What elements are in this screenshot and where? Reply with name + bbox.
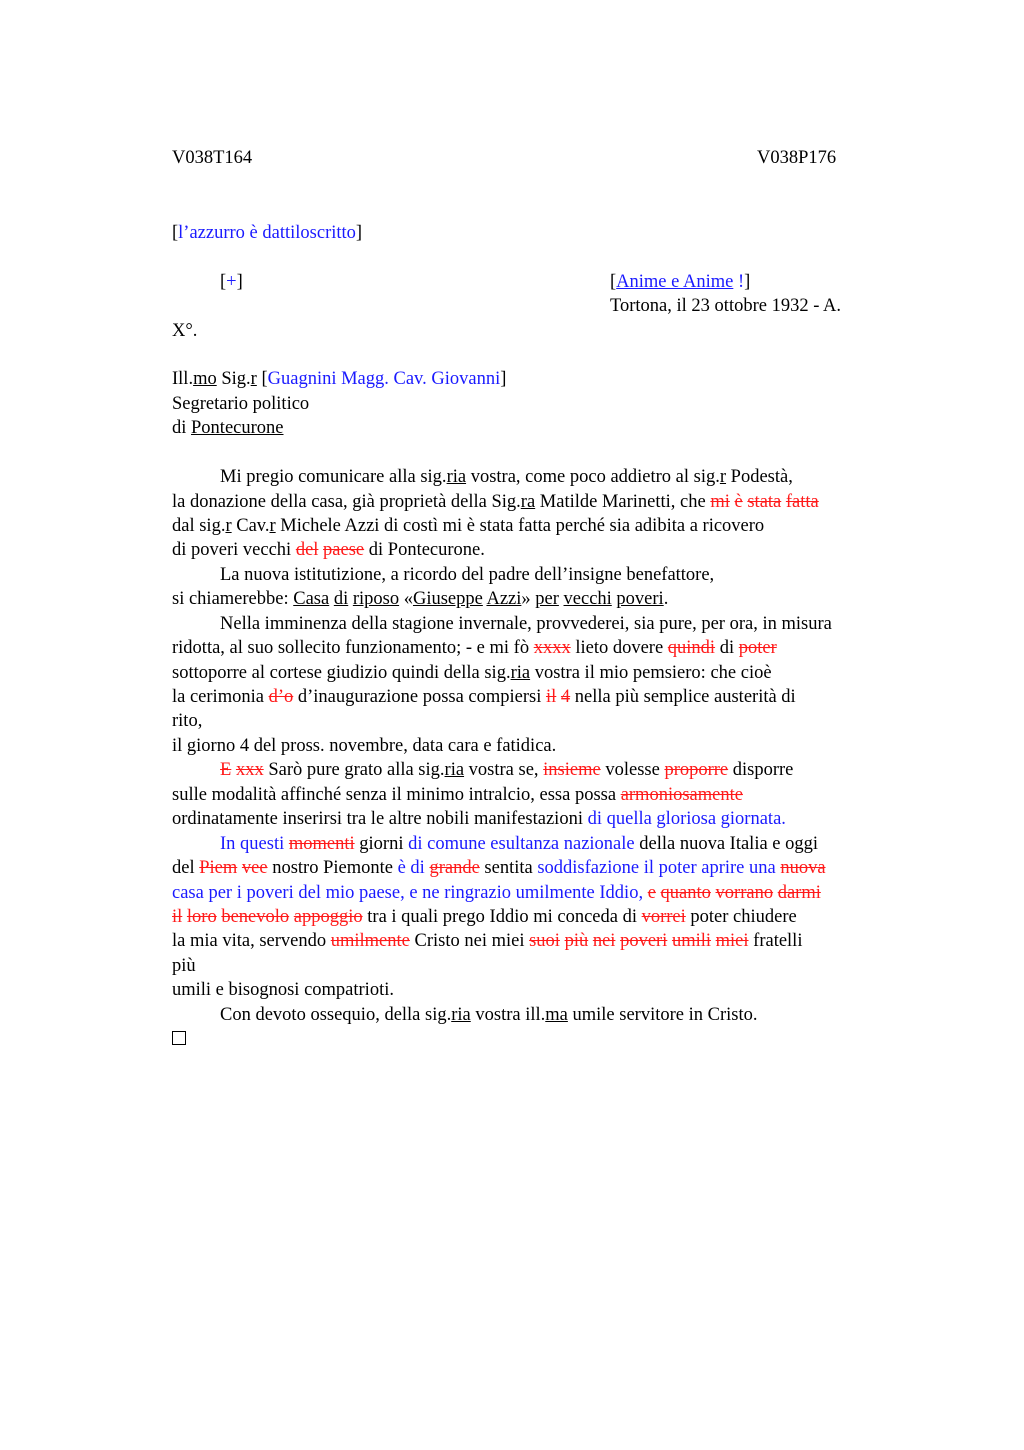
addressee-role: Segretario politico [172,394,310,414]
header-left-code: V038T164 [172,148,253,168]
body-line: di poveri vecchi del paese di Pontecurone. [172,540,485,560]
body-line: la cerimonia d’o d’inaugurazione possa compiersi il 4 nella più semplice austerità di [172,687,796,707]
body-line: ordinatamente inserirsi tra le altre nobili manifestazioni di quella gloriosa giornata. [172,809,786,829]
body-line: sulle modalità affinché senza il minimo intralcio, essa possa armoniosamente [172,785,743,805]
body-line: Mi pregio comunicare alla sig.ria vostra, come poco addietro al sig.r Podestà, [220,467,793,487]
body-line: ridotta, al suo sollecito funzionamento; - e mi fò xxxx lieto dovere quindi di poter [172,638,777,658]
header-right-code: V038P176 [757,148,837,168]
body-line: E xxx Sarò pure grato alla sig.ria vostra se, insieme volesse proporre disporre [220,760,794,780]
body-line: Nella imminenza della stagione invernale, provvederei, sia pure, per ora, in misura [220,614,832,634]
body-line: sottoporre al cortese giudizio quindi della sig.ria vostra il mio pemsiero: che cioè [172,663,772,683]
addressee-place: di Pontecurone [172,418,284,438]
body-line: umili e bisognosi compatrioti. [172,980,394,1000]
body-line: del Piem vee nostro Piemonte è di grande sentita soddisfazione il poter aprire una nuova [172,858,826,878]
body-line: casa per i poveri del mio paese, e ne ringrazio umilmente Iddio, e quanto vorrano darmi [172,883,821,903]
addressee-line: Ill.mo Sig.r [Guagnini Magg. Cav. Giovanni] [172,369,507,389]
body-line: rito, [172,711,203,731]
dateline-cont: X°. [172,321,198,341]
body-line: la donazione della casa, già proprietà della Sig.ra Matilde Marinetti, che mi è stata fatta [172,492,819,512]
body-line: La nuova istitutizione, a ricordo del padre dell’insigne benefattore, [220,565,715,585]
body-line: il loro benevolo appoggio tra i quali prego Iddio mi conceda di vorrei poter chiudere [172,907,797,927]
title-reference: [Anime e Anime !] [610,272,751,292]
plus-marker: [+] [220,272,243,292]
body-line: si chiamerebbe: Casa di riposo «Giuseppe Azzi» per vecchi poveri. [172,589,669,609]
body-line: il giorno 4 del pross. novembre, data cara e fatidica. [172,736,557,756]
dateline: Tortona, il 23 ottobre 1932 - A. [610,296,841,316]
editor-note: [l’azzurro è dattiloscritto] [172,223,363,243]
title-link[interactable]: Anime e Anime [616,272,734,292]
body-line: più [172,956,196,976]
closing-line: Con devoto ossequio, della sig.ria vostra ill.ma umile servitore in Cristo. [220,1005,758,1025]
body-line: dal sig.r Cav.r Michele Azzi di costì mi è stata fatta perché sia adibita a ricovero [172,516,765,536]
body-line: In questi momenti giorni di comune esultanza nazionale della nuova Italia e oggi [220,834,819,854]
body-line: la mia vita, servendo umilmente Cristo nei miei suoi più nei poveri umili miei fratelli [172,931,803,951]
checkbox-square[interactable] [172,1031,186,1045]
